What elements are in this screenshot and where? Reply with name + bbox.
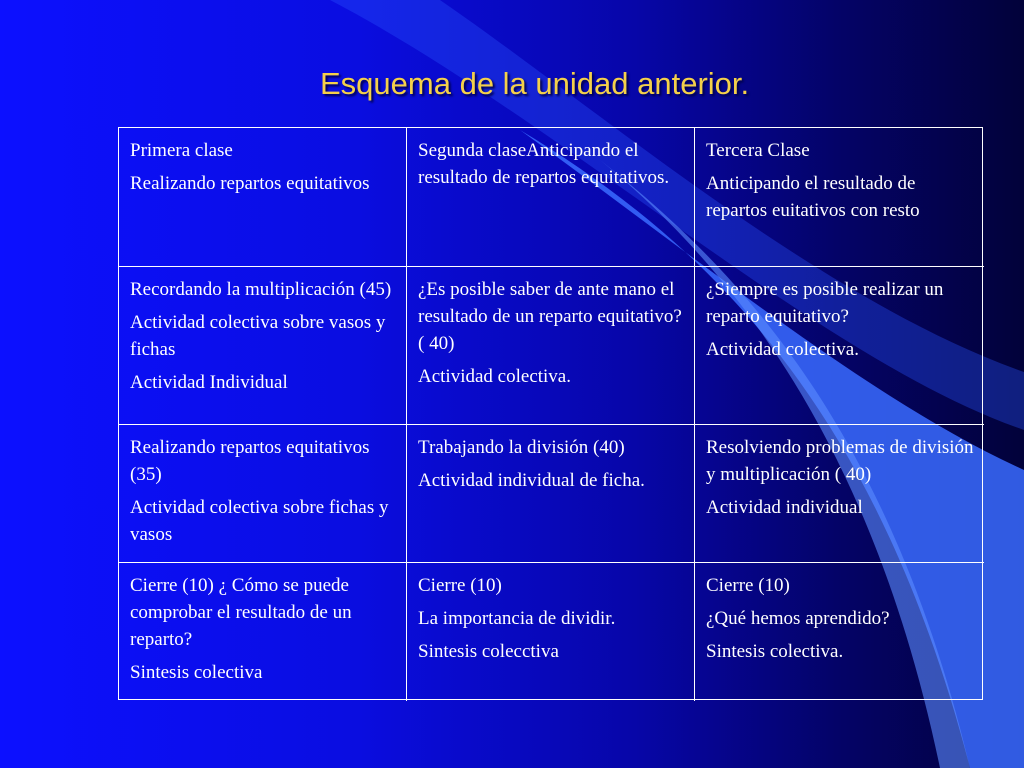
cell-line: Realizando repartos equitativos: [130, 173, 370, 194]
cell-line: Actividad colectiva.: [418, 366, 571, 387]
cell-line: Sintesis colectiva.: [706, 641, 844, 662]
cell-line: Anticipando el resultado de repartos euitativos con resto: [706, 173, 920, 221]
cell-line: ¿Es posible saber de ante mano el resultado de un reparto equitativo? ( 40): [418, 279, 682, 354]
cell-line: Actividad colectiva sobre fichas y vasos: [130, 497, 389, 545]
cell-r4-c2: [407, 563, 695, 701]
cell-line: Sintesis colectiva: [130, 662, 263, 683]
cell-r2-c3: [695, 267, 984, 425]
cell-line: Resolviendo problemas de división y multiplicación ( 40): [706, 437, 974, 485]
cell-r2-c1: [119, 267, 407, 425]
cell-line: Cierre (10): [706, 575, 790, 596]
cell-r2-c2: [407, 267, 695, 425]
cell-line: Segunda claseAnticipando el resultado de repartos equitativos.: [418, 140, 670, 188]
cell-line: Actividad individual de ficha.: [418, 470, 645, 491]
cell-r1-c1: [119, 128, 407, 267]
cell-line: Actividad individual: [706, 497, 863, 518]
cell-line: ¿Siempre es posible realizar un reparto equitativo?: [706, 279, 944, 327]
cell-line: Actividad colectiva.: [706, 339, 859, 360]
cell-line: Actividad colectiva sobre vasos y fichas: [130, 312, 386, 360]
cell-r4-c3: [695, 563, 984, 701]
schedule-table: [118, 127, 983, 700]
cell-line: Sintesis colecctiva: [418, 641, 559, 662]
cell-line: Realizando repartos equitativos (35): [130, 437, 370, 485]
cell-r4-c1: [119, 563, 407, 701]
cell-line: Actividad Individual: [130, 372, 288, 393]
cell-line: Tercera Clase: [706, 140, 810, 161]
cell-line: Cierre (10) ¿ Cómo se puede comprobar el resultado de un reparto?: [130, 575, 352, 650]
cell-r3-c2: [407, 425, 695, 563]
cell-line: Trabajando la división (40): [418, 437, 625, 458]
cell-line: Recordando la multiplicación (45): [130, 279, 392, 300]
cell-r1-c3: [695, 128, 984, 267]
cell-r3-c1: [119, 425, 407, 563]
cell-line: La importancia de dividir.: [418, 608, 616, 629]
cell-r3-c3: [695, 425, 984, 563]
cell-r1-c2: [407, 128, 695, 267]
cell-line: Primera clase: [130, 140, 233, 161]
cell-line: Cierre (10): [418, 575, 502, 596]
slide-title: Esquema de la unidad anterior.: [320, 66, 750, 101]
cell-line: ¿Qué hemos aprendido?: [706, 608, 890, 629]
